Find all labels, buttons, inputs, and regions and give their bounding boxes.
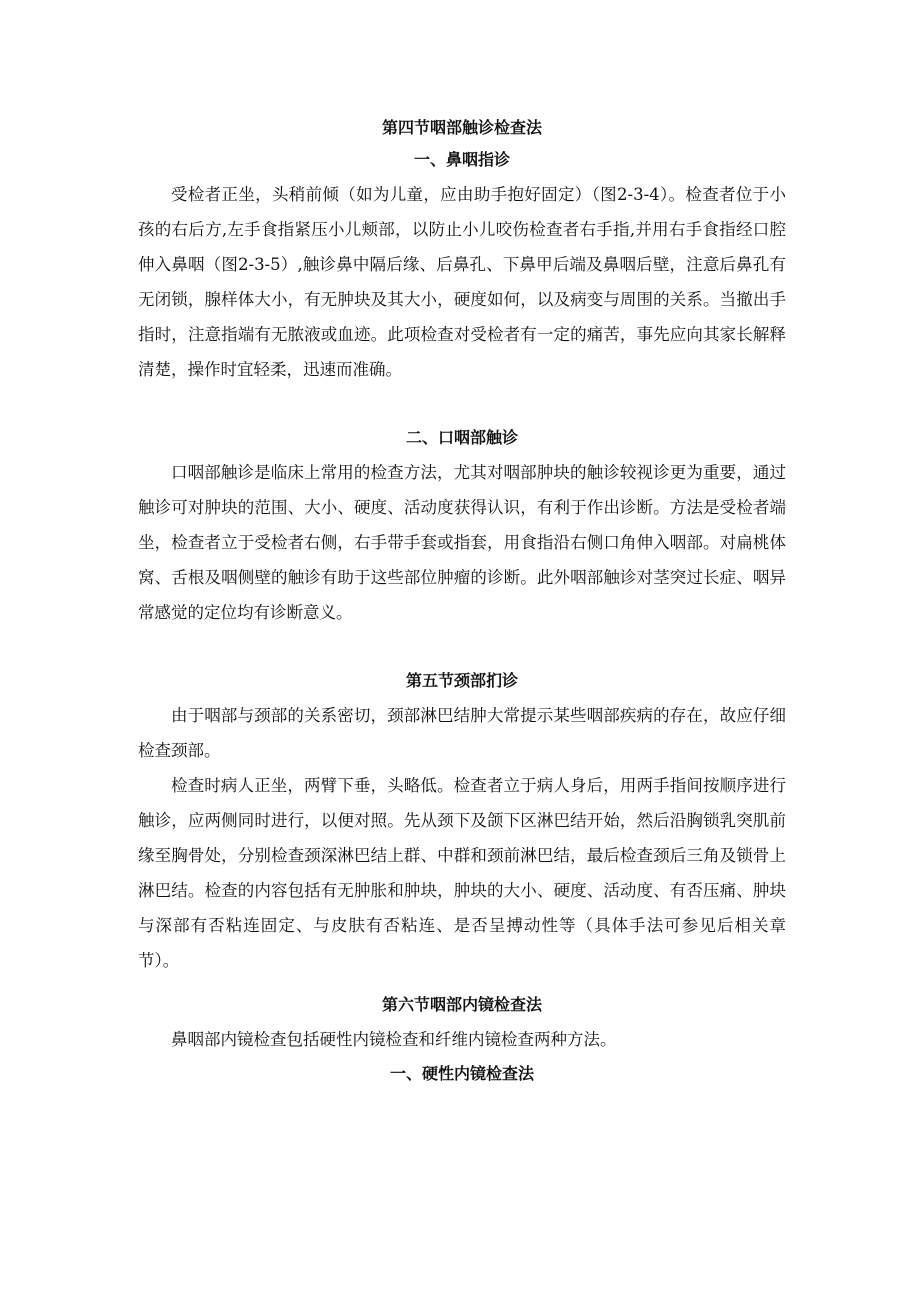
paragraph: 鼻咽部内镜检查包括硬性内镜检查和纤维内镜检查两种方法。 <box>171 1030 617 1049</box>
subsection-heading: 一、鼻咽指诊 <box>413 150 510 169</box>
paragraph: 口咽部触诊是临床上常用的检查方法，尤其对咽部肿块的触诊较视诊更为重要，通过触诊可对肿块的范围、大小、硬度、活动度获得认识，有利于作出诊断。方法是受检者端坐，检查者立于受检者右侧，右手带手套或指套，用食指沿右侧口角伸入咽部。对扁桃体窝、舌根及咽侧壁的触诊有助于这些部位肿瘤的诊断。此外咽部触诊对茎突过长症、咽异常感觉的定位均有诊断意义。 <box>138 463 786 622</box>
section-heading: 第六节咽部内镜检查法 <box>381 995 542 1014</box>
document-content <box>138 115 786 1087</box>
section-heading: 第四节咽部触诊检查法 <box>381 118 542 137</box>
paragraph: 检查时病人正坐，两臂下垂，头略低。检查者立于病人身后，用两手指间按顺序进行触诊，应两侧同时进行，以便对照。先从颈下及颌下区淋巴结开始，然后沿胸锁乳突肌前缘至胸骨处，分别检查颈深淋巴结上群、中群和颈前淋巴结，最后检查颈后三角及锁骨上淋巴结。检查的内容包括有无肿胀和肿块，肿块的大小、硬度、活动度、有否压痛、肿块与深部有否粘连固定、与皮肤有否粘连、是否呈搏动性等（具体手法可参见后相关章节）。 <box>138 776 786 970</box>
subsection-heading: 一、硬性内镜检查法 <box>389 1064 534 1083</box>
paragraph: 受检者正坐，头稍前倾（如为儿童，应由助手抱好固定）（图2-3-4）。检查者位于小孩的右后方,左手食指紧压小儿颊部，以防止小儿咬伤检查者右手指,并用右手食指经口腔伸入鼻咽（图2-3-5）,触诊鼻中隔后缘、后鼻孔、下鼻甲后端及鼻咽后壁，注意后鼻孔有无闭锁，腺样体大小，有无肿块及其大小，硬度如何，以及病变与周围的关系。当撤出手指时，注意指端有无脓液或血迹。此项检查对受检者有一定的痛苦，事先应向其家长解释清楚，操作时宜轻柔，迅速而准确。 <box>138 185 786 379</box>
paragraph: 由于咽部与颈部的关系密切，颈部淋巴结肿大常提示某些咽部疾病的存在，故应仔细检查颈部。 <box>138 706 786 760</box>
section-heading: 第五节颈部扪诊 <box>405 671 518 690</box>
subsection-heading: 二、口咽部触诊 <box>405 428 518 447</box>
